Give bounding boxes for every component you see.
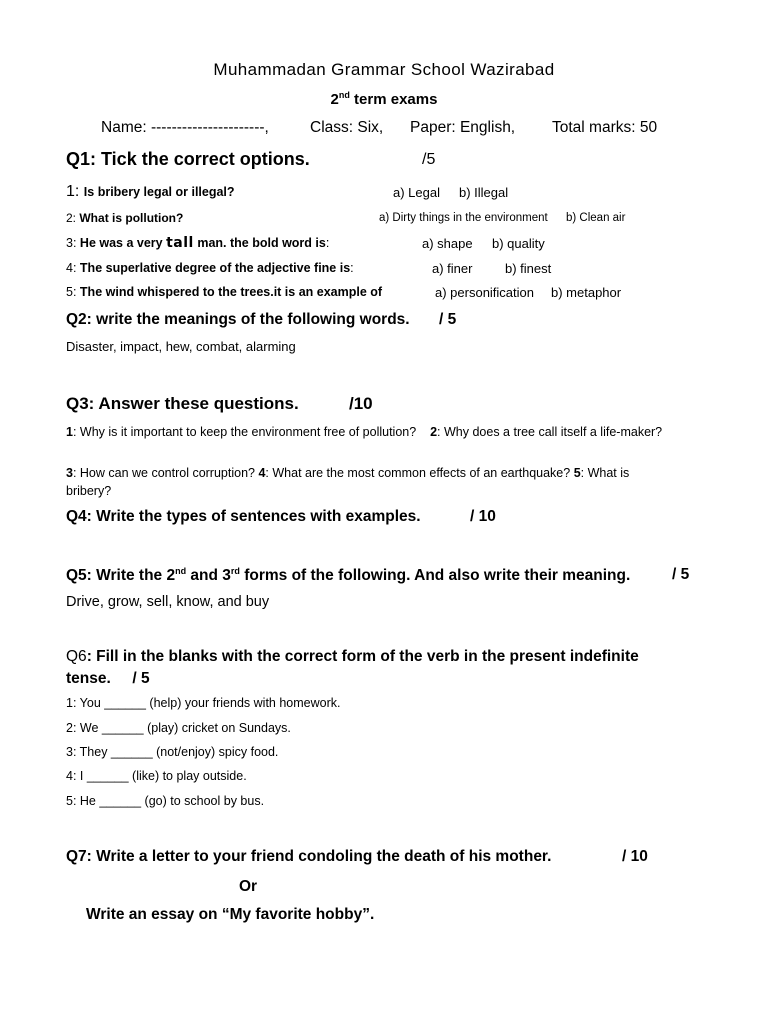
q1-item-4-number: 4:	[66, 261, 77, 275]
q5-marks: / 5	[672, 566, 690, 583]
school-name: Muhammadan Grammar School Wazirabad	[213, 60, 555, 79]
q1-item-3-colon: :	[325, 236, 330, 250]
q6-title-text: : Fill in the blanks with the correct form of the verb in the present indefinite tense.	[66, 648, 639, 687]
q1-item-1-question: Is bribery legal or illegal?	[83, 185, 235, 199]
q3-line-2	[66, 464, 676, 500]
q1-item-2-option-b: b) Clean air	[566, 212, 626, 224]
q1-item-3-question-start: He was a very	[79, 236, 163, 250]
q1-item-4-colon: :	[350, 261, 354, 275]
q1-item-5-option-b: b) metaphor	[551, 285, 622, 300]
term-title	[0, 90, 768, 108]
q1-item-1-option-b: b) Illegal	[459, 185, 509, 200]
q1-item-3	[66, 235, 329, 251]
q1-item-5-question: The wind whispered to the trees.it is an example of	[79, 285, 383, 299]
q2-title: Q2: write the meanings of the following words.	[66, 311, 410, 328]
q6-item-1: 1: You ______ (help) your friends with homework.	[66, 696, 341, 710]
q1-item-2	[66, 211, 183, 225]
q3-item-5-number: 5	[573, 466, 581, 480]
q6-item-3: 3: They ______ (not/enjoy) spicy food.	[66, 745, 279, 759]
q1-item-5-number: 5:	[66, 285, 77, 299]
q3-line-1	[66, 423, 676, 441]
q1-title: Q1: Tick the correct options.	[66, 149, 310, 169]
q1-item-1-number: 1:	[66, 183, 80, 200]
q3-item-1-text: : Why is it important to keep the environment free of pollution?	[72, 425, 417, 439]
q1-item-2-question: What is pollution?	[79, 211, 184, 225]
term-superscript: nd	[338, 90, 350, 100]
q1-item-3-option-b: b) quality	[492, 236, 545, 251]
q1-item-1-option-a: a) Legal	[393, 185, 440, 200]
q4-title: Q4: Write the types of sentences with examples.	[66, 508, 421, 525]
q1-item-3-option-a: a) shape	[422, 236, 473, 251]
total-marks: Total marks: 50	[552, 119, 658, 136]
q3-item-4-text: : What are the most common effects of an earthquake?	[265, 466, 574, 480]
q5-title	[66, 566, 630, 585]
q1-item-5	[66, 285, 382, 299]
q5-word-list: Drive, grow, sell, know, and buy	[66, 594, 270, 610]
q7-title: Q7: Write a letter to your friend condoling the death of his mother.	[66, 848, 552, 865]
q3-item-2-text: : Why does a tree call itself a life-maker?	[437, 425, 663, 439]
q1-marks: /5	[422, 151, 436, 168]
q6-label: Q6	[66, 648, 87, 665]
q1-item-3-number: 3:	[66, 236, 77, 250]
q3-item-2-number: 2	[430, 425, 438, 439]
q3-item-1-number: 1	[66, 425, 73, 439]
q3-item-3-number: 3	[66, 466, 73, 480]
q3-item-5-text: : What is bribery?	[66, 466, 630, 498]
q1-item-3-question-end: man. the bold word is	[197, 236, 326, 250]
q1-item-4	[66, 261, 354, 275]
q1-item-2-number: 2:	[66, 211, 77, 225]
q5-title-start: Q5: Write the 2	[66, 567, 176, 585]
q4-marks: / 10	[470, 508, 496, 525]
q7-marks: / 10	[622, 848, 648, 865]
q1-item-5-option-a: a) personification	[435, 285, 534, 300]
q5-sup-nd: nd	[175, 566, 187, 576]
q7-or: Or	[239, 878, 258, 895]
term-number: 2	[330, 91, 339, 108]
q6-title	[66, 646, 676, 690]
term-text: term exams	[349, 91, 438, 108]
q6-marks: / 5	[132, 670, 150, 687]
q6-item-4: 4: I ______ (like) to play outside.	[66, 769, 247, 783]
q6-item-5: 5: He ______ (go) to school by bus.	[66, 794, 265, 808]
class-field: Class: Six,	[310, 119, 384, 136]
q3-item-3-text: : How can we control corruption?	[72, 466, 259, 480]
q5-sup-rd: rd	[230, 566, 240, 576]
q3-title: Q3: Answer these questions.	[66, 394, 299, 413]
q5-title-end: forms of the following. And also write their meaning.	[239, 567, 631, 585]
q7-alternative: Write an essay on “My favorite hobby”.	[86, 906, 375, 923]
q1-item-2-option-a: a) Dirty things in the environment	[379, 212, 548, 224]
q1-item-4-question: The superlative degree of the adjective fine is	[79, 261, 351, 275]
name-field: Name: ----------------------,	[101, 119, 269, 136]
q1-item-4-option-b: b) finest	[505, 261, 552, 276]
q3-marks: /10	[349, 394, 373, 413]
paper-field: Paper: English,	[410, 119, 516, 136]
q5-title-mid: and 3	[186, 567, 231, 585]
q6-item-2: 2: We ______ (play) cricket on Sundays.	[66, 721, 291, 735]
q1-item-1	[66, 183, 235, 201]
q2-word-list: Disaster, impact, hew, combat, alarming	[66, 339, 296, 354]
q1-item-3-bold-word: tall	[166, 235, 194, 251]
q3-item-4-number: 4	[258, 466, 266, 480]
q1-item-4-option-a: a) finer	[432, 261, 473, 276]
q2-marks: / 5	[439, 311, 457, 328]
